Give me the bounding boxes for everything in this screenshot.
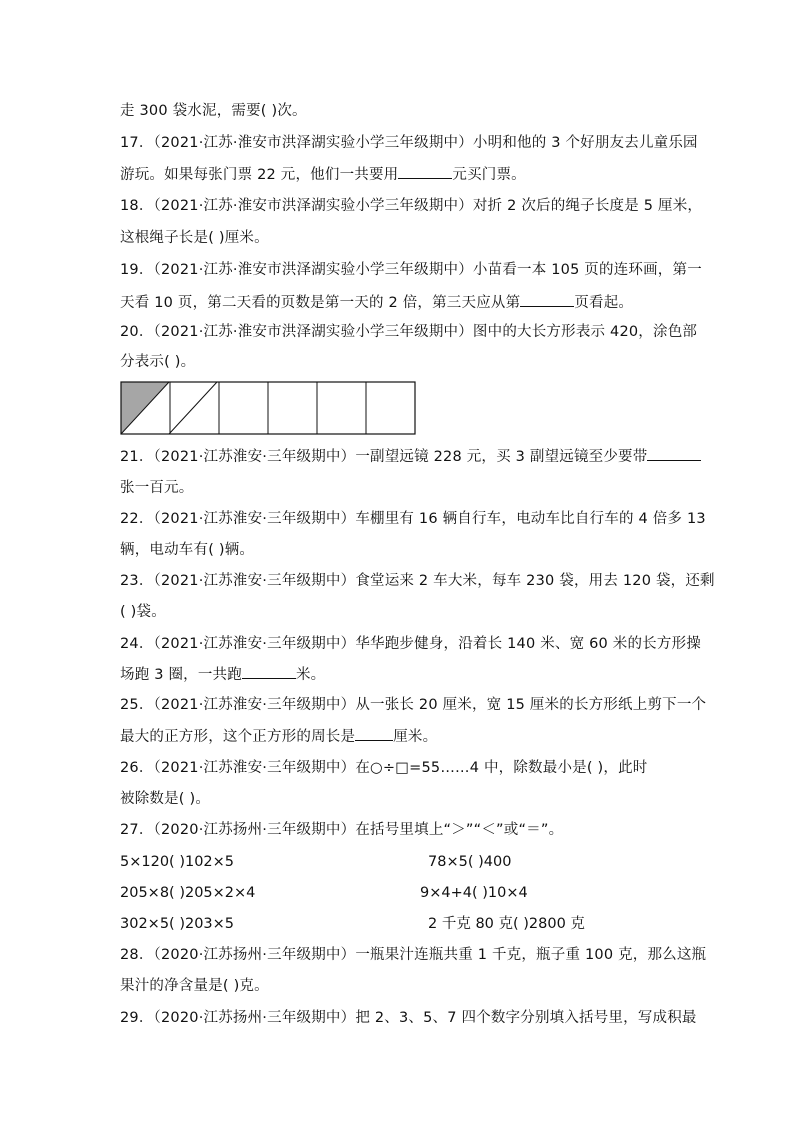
compare-row-2-left: 205×8( )205×2×4 <box>120 885 256 901</box>
diagonal-line-2 <box>169 382 217 434</box>
question-26: 26．（2021·江苏淮安·三年级期中）在○÷□=55……4 中，除数最小是( )，此时 <box>120 760 648 776</box>
compare-row-3-right: 2 千克 80 克( )2800 克 <box>428 916 585 932</box>
question-27: 27．（2020·江苏扬州·三年级期中）在括号里填上“＞”“＜”或“＝”。 <box>120 822 564 838</box>
compare-row-2-right: 9×4+4( )10×4 <box>420 885 528 901</box>
question-26-cont: 被除数是( )。 <box>120 791 211 807</box>
question-21: 21．（2021·江苏淮安·三年级期中）一副望远镜 228 元，买 3 副望远镜至少要带 <box>120 446 701 467</box>
question-23: 23．（2021·江苏淮安·三年级期中）食堂运来 2 车大米，每车 230 袋，用去 120 袋，还剩 <box>120 573 715 589</box>
answer-blank[interactable] <box>398 164 452 179</box>
question-24: 24．（2021·江苏淮安·三年级期中）华华跑步健身，沿着长 140 米、宽 60 米的长方形操 <box>120 636 701 652</box>
compare-row-3-left: 302×5( )203×5 <box>120 916 235 932</box>
answer-blank[interactable] <box>520 292 574 307</box>
question-18: 18．（2021·江苏·淮安市洪泽湖实验小学三年级期中）对折 2 次后的绳子长度是 5 厘米， <box>120 198 703 214</box>
question-25-cont: 最大的正方形，这个正方形的周长是 厘米。 <box>120 726 437 747</box>
line-16-tail: 走 300 袋水泥，需要( )次。 <box>120 103 307 119</box>
rectangle-figure <box>120 381 416 436</box>
question-20: 20．（2021·江苏·淮安市洪泽湖实验小学三年级期中）图中的大长方形表示 420，涂色部 <box>120 324 698 340</box>
answer-blank[interactable] <box>355 726 393 741</box>
compare-row-1-right: 78×5( )400 <box>428 854 512 870</box>
question-22-cont: 辆，电动车有( )辆。 <box>120 542 255 558</box>
question-17: 17．（2021·江苏·淮安市洪泽湖实验小学三年级期中）小明和他的 3 个好朋友去儿童乐园 <box>120 135 698 151</box>
question-18-cont: 这根绳子长是( )厘米。 <box>120 230 269 246</box>
question-28: 28．（2020·江苏扬州·三年级期中）一瓶果汁连瓶共重 1 千克，瓶子重 100 克，那么这瓶 <box>120 947 707 963</box>
answer-blank[interactable] <box>242 664 296 679</box>
question-19-cont: 天看 10 页，第二天看的页数是第一天的 2 倍，第三天应从第 页看起。 <box>120 292 633 313</box>
question-25: 25．（2021·江苏淮安·三年级期中）从一张长 20 厘米，宽 15 厘米的长方形纸上剪下一个 <box>120 697 707 713</box>
question-22: 22．（2021·江苏淮安·三年级期中）车棚里有 16 辆自行车，电动车比自行车的 4 倍多 13 <box>120 511 706 527</box>
question-24-cont: 场跑 3 圈，一共跑 米。 <box>120 664 325 685</box>
cell-dividers <box>170 382 366 434</box>
question-23-cont: ( )袋。 <box>120 604 166 620</box>
question-29: 29．（2020·江苏扬州·三年级期中）把 2、3、5、7 四个数字分别填入括号里，写成积最 <box>120 1010 697 1026</box>
question-17-cont: 游玩。如果每张门票 22 元，他们一共要用 元买门票。 <box>120 164 526 185</box>
compare-row-1-left: 5×120( )102×5 <box>120 854 235 870</box>
question-19: 19．（2021·江苏·淮安市洪泽湖实验小学三年级期中）小苗看一本 105 页的连环画，第一 <box>120 262 702 278</box>
question-20-cont: 分表示( )。 <box>120 354 196 370</box>
question-21-cont: 张一百元。 <box>120 480 194 496</box>
answer-blank[interactable] <box>647 446 701 461</box>
question-28-cont: 果汁的净含量是( )克。 <box>120 978 269 994</box>
